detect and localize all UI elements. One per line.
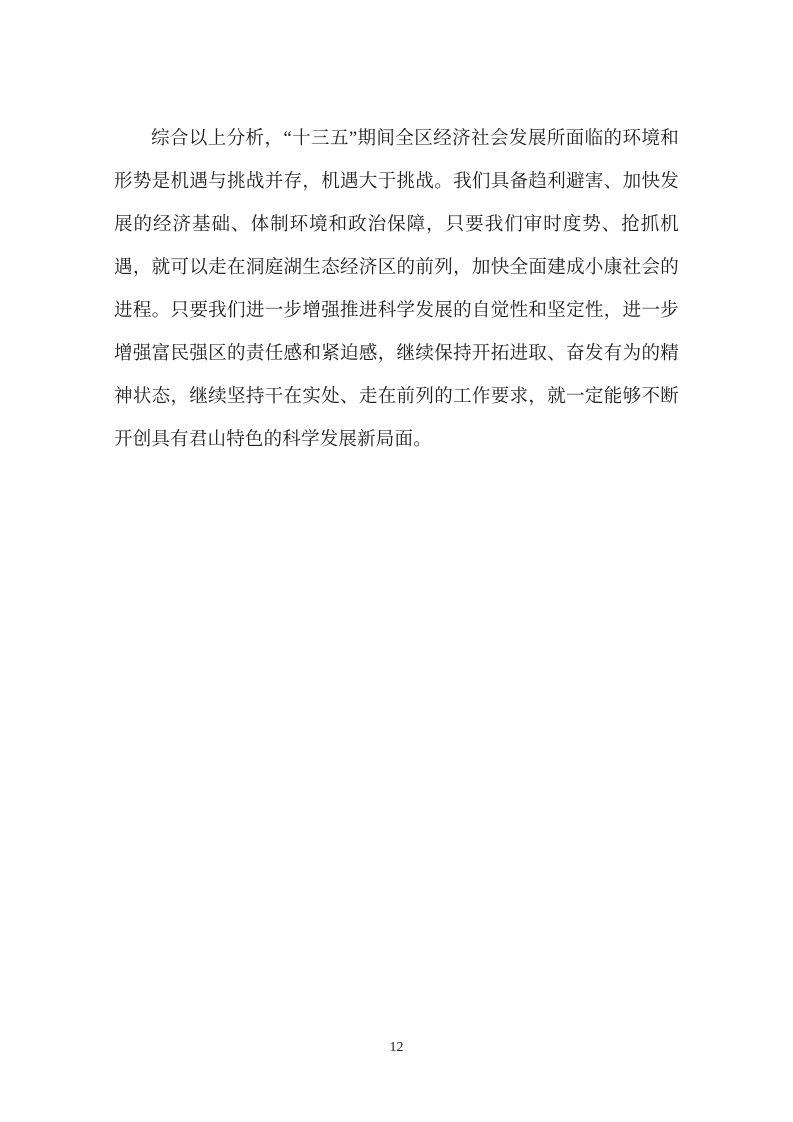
document-body — [114, 118, 679, 462]
page-number: 12 — [389, 1040, 404, 1055]
body-paragraph: 综合以上分析，“十三五”期间全区经济社会发展所面临的环境和形势是机遇与挑战并存，机遇大于挑战。我们具备趋利避害、加快发展的经济基础、体制环境和政治保障，只要我们审时度势、抢抓机遇，就可以走在洞庭湖生态经济区的前列，加快全面建成小康社会的进程。只要我们进一步增强推进科学发展的自觉性和坚定性，进一步增强富民强区的责任感和紧迫感，继续保持开拓进取、奋发有为的精神状态，继续坚持干在实处、走在前列的工作要求，就一定能够不断开创具有君山特色的科学发展新局面。 — [114, 129, 679, 450]
